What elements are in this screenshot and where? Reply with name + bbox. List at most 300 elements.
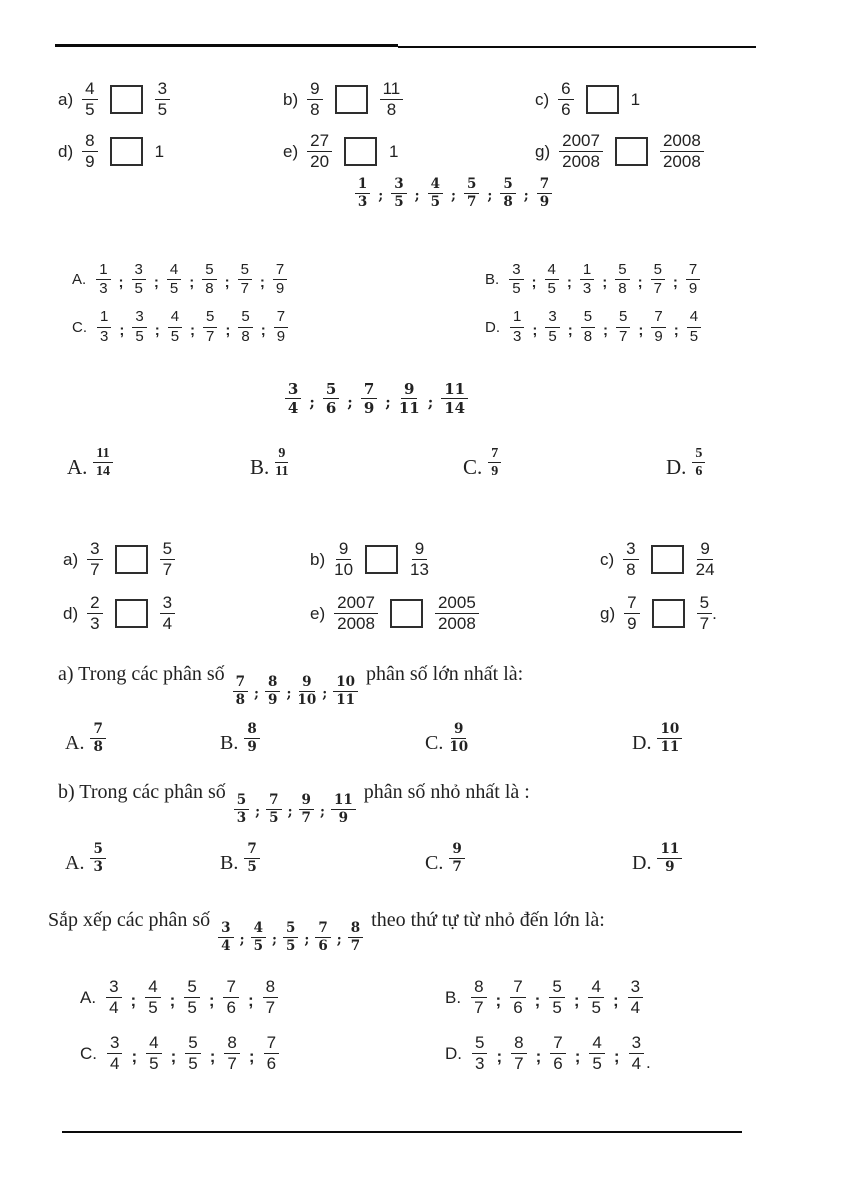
question-text-end: phân số nhỏ nhất là : <box>363 781 530 803</box>
separator: ; <box>336 931 342 948</box>
sequence-list <box>285 381 468 416</box>
fraction <box>297 675 316 707</box>
whole-number: 1 <box>389 141 399 161</box>
fraction <box>380 80 404 120</box>
numerator: 7 <box>266 793 281 810</box>
separator: ; <box>169 990 176 1010</box>
denominator: 9 <box>338 809 349 826</box>
fraction <box>471 978 486 1018</box>
option-A <box>80 978 445 1018</box>
mc-options-largest <box>0 722 843 754</box>
denominator: 9 <box>654 327 663 345</box>
fraction <box>441 381 468 416</box>
fraction <box>238 309 252 344</box>
option-label: A. <box>65 852 85 875</box>
numerator: 3 <box>132 262 146 280</box>
fraction <box>223 978 238 1018</box>
denominator: 10 <box>334 560 354 580</box>
option-fraction <box>275 446 288 479</box>
fraction <box>616 309 630 344</box>
denominator: 6 <box>226 998 236 1018</box>
fraction <box>657 722 682 754</box>
fraction <box>265 675 280 707</box>
fraction <box>275 446 288 479</box>
fraction <box>510 978 525 1018</box>
item-label: b) <box>283 89 299 109</box>
fraction-sequence-1 <box>0 176 843 209</box>
option-fraction <box>244 842 259 874</box>
fraction <box>266 793 281 825</box>
compare-row-2 <box>0 132 843 172</box>
numerator: 2008 <box>660 132 704 152</box>
denominator: 13 <box>410 560 429 580</box>
denominator: 5 <box>135 327 144 345</box>
denominator: 5 <box>394 193 404 210</box>
denominator: 6 <box>266 1054 277 1074</box>
numerator: 5 <box>234 793 249 810</box>
fraction <box>657 842 682 874</box>
fraction <box>333 675 358 707</box>
separator: ; <box>319 803 325 820</box>
numerator: 7 <box>488 446 501 463</box>
separator: ; <box>574 1046 581 1066</box>
denominator: 5 <box>157 100 168 120</box>
separator: ; <box>612 990 619 1010</box>
fraction <box>234 793 249 825</box>
separator: ; <box>532 321 538 339</box>
option-label: B. <box>220 852 239 875</box>
item-label: d) <box>58 141 74 161</box>
fraction <box>334 540 353 580</box>
fraction <box>323 381 339 416</box>
right-fraction <box>155 141 164 162</box>
fraction <box>615 262 629 297</box>
denominator: 9 <box>363 399 375 418</box>
fraction <box>331 793 356 825</box>
comparison-item-g <box>600 594 843 634</box>
denominator: 3 <box>100 327 109 345</box>
numerator: 3 <box>107 1034 122 1054</box>
denominator: 5 <box>149 1054 159 1074</box>
numerator: 5 <box>202 262 216 280</box>
numerator: 7 <box>233 675 248 692</box>
right-fraction <box>410 540 429 580</box>
item-label: e) <box>283 141 299 161</box>
numerator: 9 <box>412 540 427 560</box>
denominator: 3 <box>236 809 247 826</box>
numerator: 4 <box>168 309 182 327</box>
fraction <box>106 978 121 1018</box>
denominator: 7 <box>301 809 311 826</box>
denominator: 7 <box>162 560 173 580</box>
separator: ; <box>385 392 391 411</box>
exercise-compare-2 <box>0 540 843 647</box>
option-suffix: . <box>646 1053 651 1073</box>
fraction <box>82 80 97 120</box>
comparison-item-b <box>310 540 600 580</box>
fraction <box>435 594 479 634</box>
fraction <box>464 177 479 209</box>
whole-number: 1 <box>154 141 165 161</box>
fraction <box>218 921 233 953</box>
numerator: 5 <box>581 309 595 327</box>
numerator: 3 <box>160 594 175 614</box>
numerator: 9 <box>299 793 314 810</box>
fraction <box>355 177 370 209</box>
fraction <box>307 132 332 172</box>
fraction <box>509 262 523 297</box>
fraction <box>559 132 603 172</box>
compare-row-1 <box>0 540 843 580</box>
numerator: 11 <box>657 842 682 859</box>
option-fractions <box>509 262 700 297</box>
numerator: 10 <box>333 675 358 692</box>
numerator: 3 <box>629 1034 644 1054</box>
denominator: 11 <box>398 399 420 418</box>
fraction <box>307 80 322 120</box>
left-fraction <box>623 540 638 580</box>
fraction <box>361 381 377 416</box>
denominator: 9 <box>276 327 286 345</box>
denominator: 5 <box>512 280 521 298</box>
fraction <box>96 262 110 297</box>
separator: ; <box>672 274 678 292</box>
denominator: 8 <box>618 280 627 298</box>
comparison-item-e <box>310 594 600 634</box>
left-fraction <box>307 80 322 120</box>
numerator: 6 <box>558 80 573 100</box>
numerator: 2 <box>87 594 102 614</box>
option-label: A. <box>65 732 85 755</box>
numerator: 3 <box>545 309 559 327</box>
numerator: 8 <box>511 1034 526 1054</box>
fraction <box>132 309 146 344</box>
fraction <box>251 921 266 953</box>
denominator: 6 <box>553 1054 563 1074</box>
numerator: 5 <box>500 177 515 194</box>
numerator: 5 <box>323 381 339 399</box>
option-label: B. <box>485 271 500 289</box>
option-fraction <box>93 446 112 479</box>
numerator: 7 <box>264 1034 279 1054</box>
fraction <box>651 309 665 344</box>
separator: ; <box>190 321 196 339</box>
separator: ; <box>255 803 261 820</box>
denominator: 5 <box>85 100 95 120</box>
fraction <box>449 842 464 874</box>
option-label: C. <box>463 455 483 480</box>
denominator: 9 <box>491 464 499 480</box>
denominator: 5 <box>253 937 263 954</box>
fraction <box>588 978 603 1018</box>
numerator: 8 <box>265 675 280 692</box>
right-fraction <box>696 540 715 580</box>
option-C <box>72 309 485 344</box>
numerator: 11 <box>441 381 468 399</box>
answer-box <box>615 137 648 166</box>
denominator: 5 <box>285 937 296 954</box>
comparison-item-c <box>535 80 843 120</box>
numerator: 5 <box>692 446 705 463</box>
separator: ; <box>304 931 310 948</box>
fraction <box>224 1034 239 1074</box>
fraction <box>488 446 501 479</box>
option-fractions <box>96 262 287 297</box>
denominator: 3 <box>475 1054 485 1074</box>
numerator: 3 <box>623 540 638 560</box>
option-fraction <box>244 722 259 754</box>
option-fractions <box>472 1034 644 1074</box>
numerator: 5 <box>160 540 175 560</box>
numerator: 2007 <box>334 594 378 614</box>
numerator: 7 <box>624 594 639 614</box>
denominator: 8 <box>626 560 636 580</box>
denominator: 7 <box>699 614 710 634</box>
option-fractions <box>107 1034 279 1074</box>
numerator: 7 <box>510 978 525 998</box>
numerator: 9 <box>451 722 466 739</box>
separator: ; <box>119 321 125 339</box>
fraction <box>687 309 701 344</box>
fraction <box>537 177 552 209</box>
denominator: 7 <box>227 1054 237 1074</box>
fraction <box>264 1034 279 1074</box>
option-A <box>65 722 220 754</box>
answer-box <box>110 137 143 166</box>
question-text-end: phân số lớn nhất là: <box>366 663 524 685</box>
denominator: 7 <box>206 327 215 345</box>
fraction <box>623 540 638 580</box>
denominator: 4 <box>109 998 119 1018</box>
fraction <box>90 722 105 754</box>
separator: ; <box>534 990 541 1010</box>
left-fraction <box>87 540 102 580</box>
fraction <box>696 540 715 580</box>
option-A <box>72 262 485 297</box>
comparison-item-a <box>58 80 283 120</box>
bottom-divider <box>62 1131 742 1133</box>
comparison-item-d <box>63 594 310 634</box>
denominator: 6 <box>561 100 571 120</box>
option-D <box>666 446 843 479</box>
separator: ; <box>427 392 434 411</box>
denominator: 10 <box>449 738 469 755</box>
numerator: 5 <box>238 262 252 280</box>
separator: ; <box>247 990 254 1010</box>
option-fraction <box>90 722 105 754</box>
left-fraction <box>558 80 573 120</box>
left-fraction <box>624 594 639 634</box>
separator: ; <box>260 321 266 339</box>
numerator: 7 <box>550 1034 565 1054</box>
option-label: B. <box>220 732 239 755</box>
left-fraction <box>559 132 603 172</box>
denominator: 3 <box>357 193 368 210</box>
fraction <box>589 1034 604 1074</box>
numerator: 1 <box>355 177 370 194</box>
option-fraction <box>449 722 468 754</box>
fraction <box>167 262 181 297</box>
option-fractions <box>106 978 278 1018</box>
right-fraction <box>160 594 175 634</box>
numerator: 5 <box>203 309 217 327</box>
numerator: 3 <box>87 540 102 560</box>
fraction <box>82 132 97 172</box>
option-B <box>250 446 463 479</box>
question-fractions <box>218 921 363 953</box>
comparison-item-a <box>63 540 310 580</box>
denominator: 6 <box>325 399 337 418</box>
fraction <box>624 594 639 634</box>
left-fraction <box>307 132 332 172</box>
numerator: 4 <box>428 177 443 194</box>
right-fraction <box>631 90 640 111</box>
denominator: 2008 <box>437 614 476 634</box>
numerator: 9 <box>401 381 417 399</box>
option-label: D. <box>485 318 500 336</box>
numerator: 7 <box>686 262 700 280</box>
comparison-item-b <box>283 80 535 120</box>
option-label: D. <box>445 1043 462 1063</box>
option-label: A. <box>67 455 88 480</box>
separator: ; <box>638 321 644 339</box>
right-fraction <box>380 80 404 120</box>
denominator: 7 <box>619 327 628 345</box>
numerator: 4 <box>545 262 559 280</box>
numerator: 11 <box>380 80 404 100</box>
fraction <box>449 722 468 754</box>
option-label: B. <box>445 987 462 1007</box>
right-fraction <box>155 80 170 120</box>
answer-box <box>586 85 619 114</box>
fraction <box>472 1034 487 1074</box>
denominator: 4 <box>162 614 173 634</box>
separator: ; <box>603 321 609 339</box>
mc-single-options-1 <box>0 446 843 479</box>
denominator: 7 <box>653 280 662 298</box>
separator: ; <box>613 1046 620 1066</box>
answer-box <box>115 599 148 628</box>
denominator: 3 <box>90 614 100 634</box>
fraction <box>146 1034 161 1074</box>
compare-row-2 <box>0 594 843 634</box>
fraction <box>500 177 515 209</box>
denominator: 3 <box>99 280 108 298</box>
denominator: 8 <box>241 327 250 345</box>
fraction <box>283 921 298 953</box>
fraction <box>510 309 524 344</box>
denominator: 8 <box>310 100 320 120</box>
denominator: 14 <box>444 399 466 418</box>
fraction <box>581 309 595 344</box>
comparison-item-g <box>535 132 843 172</box>
option-label: C. <box>72 318 87 336</box>
numerator: 9 <box>299 675 314 692</box>
numerator: 9 <box>275 446 288 463</box>
denominator: 9 <box>247 738 257 755</box>
denominator: 24 <box>695 560 715 580</box>
fraction <box>628 978 643 1018</box>
denominator: 7 <box>240 280 249 298</box>
separator: ; <box>673 321 679 339</box>
separator: ; <box>209 1046 216 1066</box>
numerator: 3 <box>391 177 406 194</box>
denominator: 5 <box>591 998 601 1018</box>
numerator: 5 <box>472 1034 487 1054</box>
fraction <box>90 842 105 874</box>
answer-box <box>344 137 377 166</box>
denominator: 11 <box>660 738 680 755</box>
fraction <box>660 132 704 172</box>
fraction <box>97 309 111 344</box>
answer-box <box>390 599 423 628</box>
option-C <box>425 842 632 874</box>
right-fraction <box>435 594 479 634</box>
numerator: 3 <box>509 262 523 280</box>
question-fractions <box>234 793 356 825</box>
fraction <box>549 978 564 1018</box>
denominator: 5 <box>247 858 257 875</box>
fraction <box>244 722 259 754</box>
denominator: 5 <box>187 998 197 1018</box>
denominator: 2008 <box>337 614 375 634</box>
numerator: 4 <box>82 80 97 100</box>
item-label: g) <box>600 603 616 623</box>
numerator: 7 <box>244 842 259 859</box>
sequence-list <box>355 177 552 209</box>
denominator: 8 <box>503 193 513 210</box>
numerator: 1 <box>97 309 111 327</box>
separator: ; <box>535 1046 542 1066</box>
denominator: 9 <box>268 691 278 708</box>
separator: ; <box>637 274 643 292</box>
numerator: 2007 <box>559 132 603 152</box>
numerator: 4 <box>588 978 603 998</box>
denominator: 5 <box>170 327 180 345</box>
fraction <box>238 262 252 297</box>
fraction <box>263 978 278 1018</box>
option-label: A. <box>80 987 97 1007</box>
numerator: 10 <box>657 722 682 739</box>
fraction <box>334 594 378 634</box>
comparison-item-c <box>600 540 843 580</box>
separator: ; <box>286 685 292 702</box>
option-label: C. <box>80 1043 97 1063</box>
denominator: 7 <box>265 998 276 1018</box>
option-fractions <box>471 978 643 1018</box>
separator: ; <box>118 274 124 292</box>
fraction <box>399 381 420 416</box>
right-fraction <box>160 540 175 580</box>
option-fraction <box>657 722 682 754</box>
option-C <box>425 722 632 754</box>
separator: ; <box>224 274 230 292</box>
option-D <box>632 842 843 874</box>
top-divider-right <box>398 46 756 48</box>
fraction <box>697 594 712 634</box>
question-text: b) Trong các phân số <box>58 781 226 803</box>
fraction <box>202 262 216 297</box>
fraction <box>160 540 175 580</box>
denominator: 9 <box>665 858 675 875</box>
option-C <box>463 446 666 479</box>
separator: ; <box>254 685 260 702</box>
denominator: 3 <box>93 858 103 875</box>
numerator: 5 <box>184 978 199 998</box>
right-fraction <box>660 132 704 172</box>
numerator: 7 <box>315 921 330 938</box>
numerator: 5 <box>464 177 479 194</box>
